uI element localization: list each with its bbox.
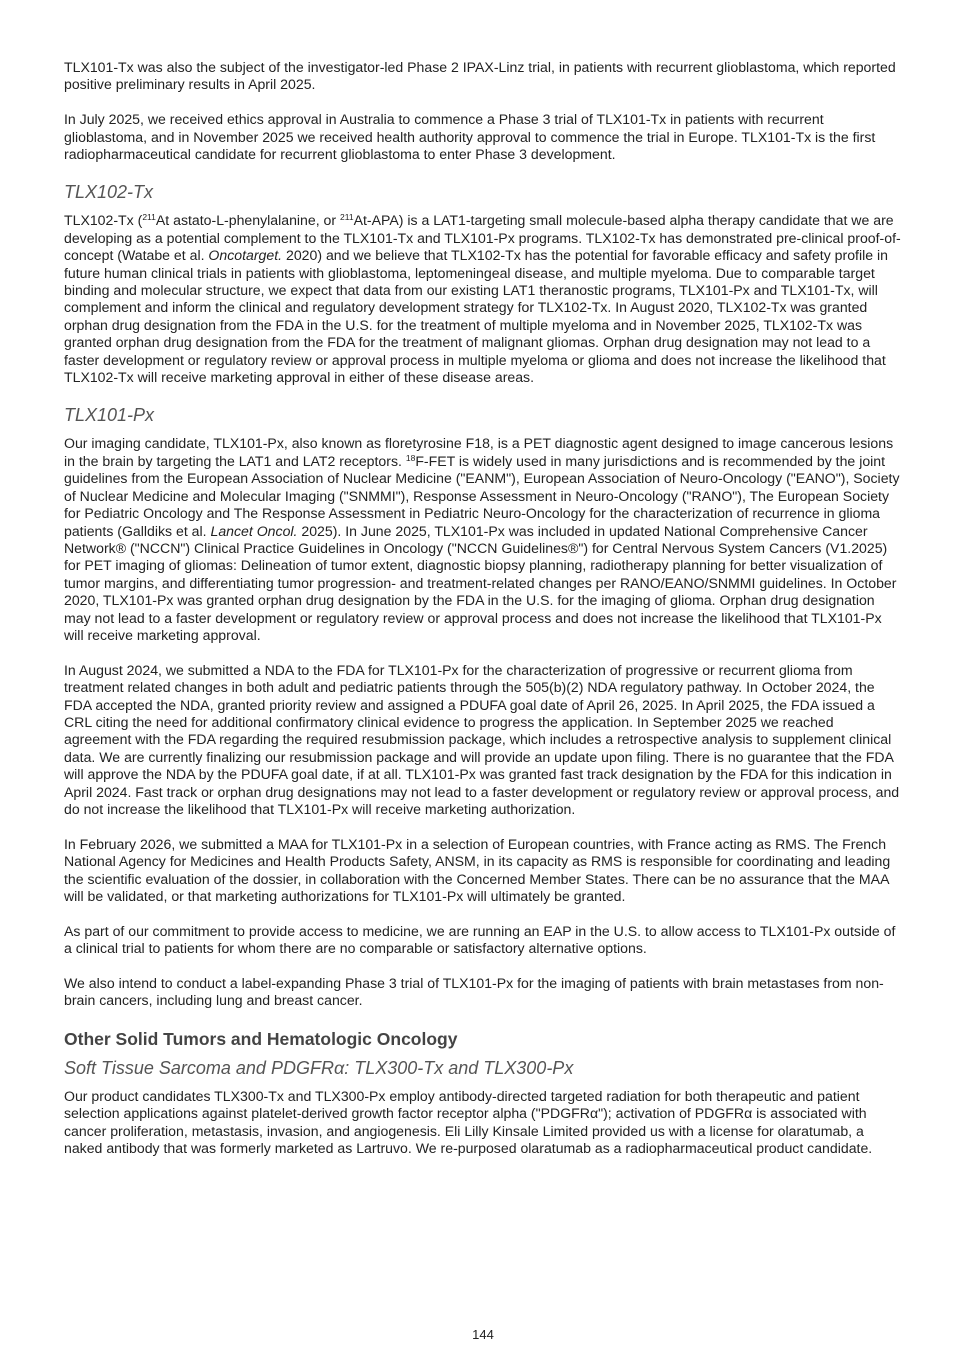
journal-lancet-oncol: Lancet Oncol. — [210, 522, 298, 539]
heading-other-solid-tumors: Other Solid Tumors and Hematologic Oncology — [64, 1028, 458, 1049]
px1-text-a: Our imaging candidate, TLX101-Px, also known as floretyrosine F18, is a PET diagnostic agent designed to image cancerous lesions in the brain by targeting the LAT1 and LAT2 receptors. — [64, 435, 894, 469]
px1-text-b: F-FET is widely used in many jurisdictions and is recommended by the joint guidelines from the European Association of Nuclear Medicine ("EANM"), European Association of Neuro-Oncology ("EANO"), Society of Nuclear Medicine and Molecular Imaging ("SNMMI"), Response Assessment in Neuro-Oncology ("RANO"), The European Society for Pediatric Oncology and The Response Assessment in Pediatric Neuro-Oncology for the characterization of recurrence in glioma patients (Galldiks et al. — [64, 452, 900, 539]
paragraph-tlx102tx — [64, 212, 904, 386]
tlx102-text-d: 2020) and we believe that TLX102-Tx has the potential for favorable efficacy and safety profile in future human clinical trials in patients with glioblastoma, leptomeningeal disease, and multiple myeloma. Due to comparable target binding and molecular structure, we expect that data from our existing LAT1 theranostic programs, TLX101-Px and TLX101-Tx, will complement and inform the clinical and regulatory development strategy for TLX102-Tx. In August 2020, TLX102-Tx was granted orphan drug designation from the FDA in the U.S. for the treatment of multiple myeloma and in November 2025, TLX102-Tx was granted orphan drug designation from the FDA for the treatment of malignant gliomas. Orphan drug designation may not lead to a faster development or regulatory review or approval process in multiple myeloma or glioma and does not increase the likelihood that TLX102-Tx will receive marketing approval in either of these disease areas. — [64, 247, 888, 386]
superscript-211-apa: 211 — [340, 212, 354, 223]
superscript-18: 18 — [405, 452, 416, 463]
paragraph-tlx101tx-phase3: In July 2025, we received ethics approval in Australia to commence a Phase 3 trial of TLX101-Tx in patients with recurrent glioblastoma, and in November 2025 we received health authority approval to commence the trial in Europe. TLX101-Tx is the first radiopharmaceutical candidate for recurrent glioblastoma to enter Phase 3 development. — [64, 111, 876, 163]
paragraph-tlx101px-nda: In August 2024, we submitted a NDA to the FDA for TLX101-Px for the characterization of progressive or recurrent glioma from treatment related changes in both adult and pediatric patients through the 505(b)(2) NDA regulatory pathway. In October 2024, the FDA accepted the NDA, granted priority review and assigned a PDUFA goal date of April 26, 2025. In April 2025, the FDA issued a CRL citing the need for additional confirmatory clinical evidence to progress the application. In September 2025 we reached agreement with the FDA regarding the required resubmission package, which includes a retrospective analysis to supplement clinical data. We are currently finalizing our resubmission package and will provide an update upon filing. There is no guarantee that the FDA will approve the NDA by the PDUFA goal date, if at all. TLX101-Px was granted fast track designation by the FDA for this indication in April 2024. Fast track or orphan drug designations may not lead to a faster development or regulatory review or approval process, and do not increase the likelihood that TLX101-Px will receive marketing authorization. — [64, 661, 900, 817]
page-content — [64, 59, 904, 1157]
tlx102-text-c: At-APA) is a LAT1-targeting small molecule-based alpha therapy candidate that we are developing as a potential complement to the TLX101-Tx and TLX101-Px programs. TLX102-Tx has demonstrated pre-clinical proof-of-concept (Watabe et al. — [64, 212, 901, 264]
journal-oncotarget: Oncotarget. — [208, 247, 283, 264]
page-number: 144 — [472, 1327, 494, 1342]
heading-soft-tissue-sarcoma: Soft Tissue Sarcoma and PDGFRα: TLX300-Tx and TLX300-Px — [64, 1057, 574, 1078]
paragraph-tlx101px-maa: In February 2026, we submitted a MAA for TLX101-Px in a selection of European countries, with France acting as RMS. The French National Agency for Medicines and Health Products Safety, ANSM, in its capacity as RMS is responsible for coordinating and leading the scientific evaluation of the dossier, in collaboration with the Concerned Member States. There can be no assurance that the MAA will be validated, or that marketing authorizations for TLX101-Px will ultimately be granted. — [64, 835, 891, 905]
paragraph-tlx101tx-ipax: TLX101-Tx was also the subject of the investigator-led Phase 2 IPAX-Linz trial, in patients with recurrent glioblastoma, which reported positive preliminary results in April 2025. — [64, 59, 896, 93]
px1-text-c: 2025). In June 2025, TLX101-Px was included in updated National Comprehensive Cancer Network® ("NCCN") Clinical Practice Guidelines in Oncology ("NCCN Guidelines®") for Central Nervous System Cancers (V1.2025) for PET imaging of gliomas: Delineation of tumor extent, diagnostic biopsy planning, radiotherapy planning for better visualization of tumor margins, and differentiating tumor progression- and treatment-related changes per RANO/EANO/SNMMI guidelines. In October 2020, TLX101-Px was granted orphan drug designation by the FDA in the U.S. for the imaging of glioma. Orphan drug designation may not lead to a faster development or regulatory review or approval process and does not increase the likelihood that TLX101-Px will receive marketing approval. — [64, 522, 897, 643]
tlx102-text-a: TLX102-Tx ( — [64, 212, 143, 229]
heading-tlx101px: TLX101-Px — [64, 405, 155, 426]
paragraph-tlx101px-eap: As part of our commitment to provide access to medicine, we are running an EAP in the U.S. to allow access to TLX101-Px outside of a clinical trial to patients for whom there are no comparable or satisfactory alternative options. — [64, 922, 896, 957]
superscript-211: 211 — [142, 212, 156, 223]
tlx102-text-b: At astato-L-phenylalanine, or — [155, 212, 341, 229]
paragraph-tlx101px-phase3: We also intend to conduct a label-expanding Phase 3 trial of TLX101-Px for the imaging of patients with brain metastases from non-brain cancers, including lung and breast cancer. — [64, 975, 884, 1009]
heading-tlx102tx: TLX102-Tx — [64, 182, 154, 203]
paragraph-tlx101px-overview — [64, 435, 904, 644]
paragraph-tlx300: Our product candidates TLX300-Tx and TLX300-Px employ antibody-directed targeted radiation for both therapeutic and patient selection applications against platelet-derived growth factor receptor alpha ("PDGFRα"); activation of PDGFRα is associated with cancer proliferation, metastasis, invasion, and angiogenesis. Eli Lilly Kinsale Limited provided us with a license for olaratumab, a naked antibody that was formerly marketed as Lartruvo. We re-purposed olaratumab as a radiopharmaceutical product candidate. — [64, 1087, 873, 1157]
